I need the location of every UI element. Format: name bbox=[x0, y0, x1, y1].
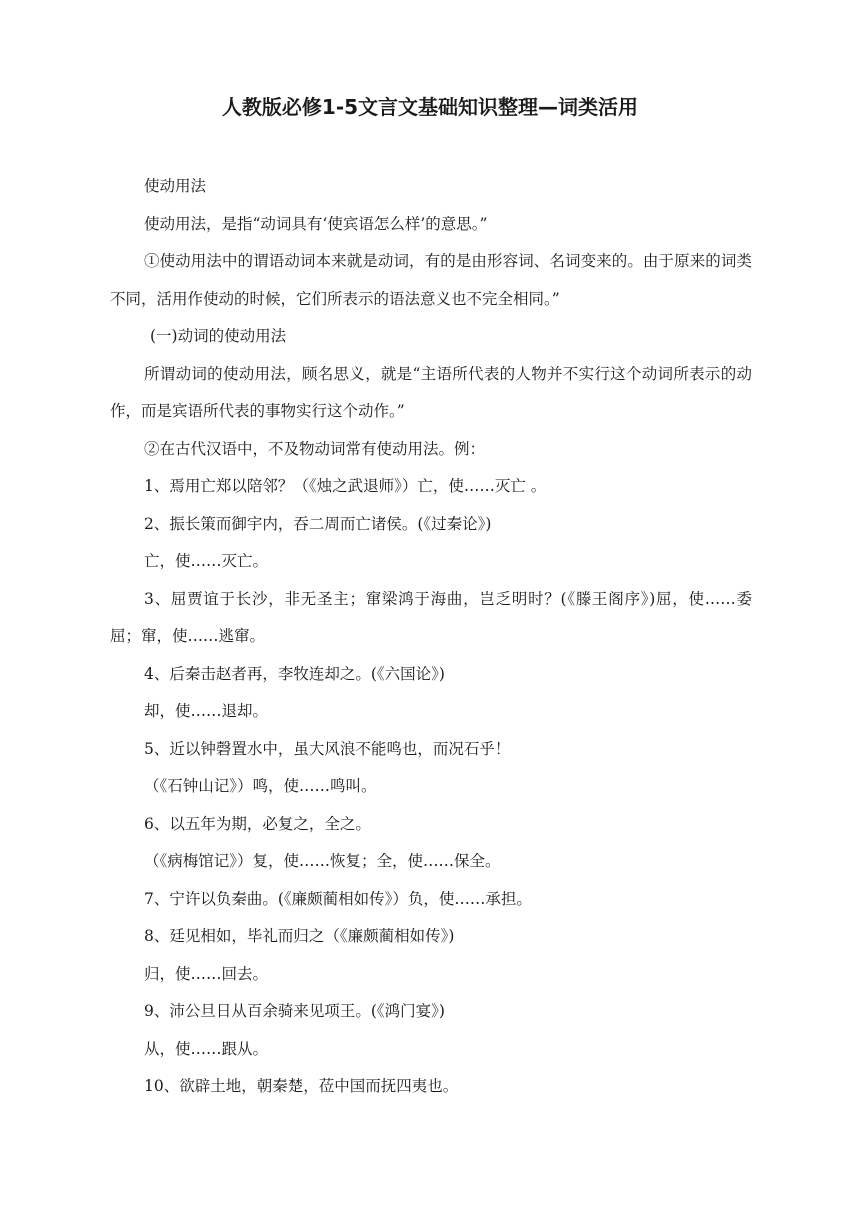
example-line: 8、廷见相如，毕礼而归之（《廉颇蔺相如传》) bbox=[144, 927, 455, 945]
example-line: 却，使……退却。 bbox=[144, 702, 269, 720]
section-heading: (一)动词的使动用法 bbox=[150, 327, 287, 345]
paragraph: 所谓动词的使动用法，顾名思义，就是“主语所代表的人物并不实行这个动词所表示的动作，而是宾语所代表的事物实行这个动作。” bbox=[110, 364, 752, 420]
example-line: 6、以五年为期，必复之，全之。 bbox=[144, 814, 371, 833]
example-line: （《石钟山记》）鸣，使……鸣叫。 bbox=[144, 777, 377, 795]
example-line: 亡，使……灭亡。 bbox=[144, 552, 269, 570]
example-line: 7、宁许以负秦曲。(《廉颇蔺相如传》）负，使……承担。 bbox=[144, 889, 532, 908]
document-title: 人教版必修1-5文言文基础知识整理—词类活用 bbox=[221, 95, 639, 119]
example-line: 3、屈贾谊于长沙，非无圣主；窜梁鸿于海曲，岂乏明时？(《滕王阁序》)屈，使……委屈；窜，使……逃窜。 bbox=[110, 589, 752, 645]
example-line: 4、后秦击赵者再，李牧连却之。(《六国论》) bbox=[144, 664, 445, 683]
paragraph: 使动用法 bbox=[144, 177, 207, 195]
example-line: 1、焉用亡郑以陪邻？（《烛之武退师》）亡，使……灭亡 。 bbox=[144, 477, 547, 495]
example-line: 归，使……回去。 bbox=[144, 964, 269, 983]
example-line: 从，使……跟从。 bbox=[144, 1039, 269, 1058]
paragraph: 使动用法，是指“动词具有‘使宾语怎么样’的意思。” bbox=[144, 214, 488, 233]
example-line: 9、沛公旦日从百余骑来见项王。(《鸿门宴》) bbox=[144, 1002, 445, 1020]
paragraph: ①使动用法中的谓语动词本来就是动词，有的是由形容词、名词变来的。由于原来的词类不同，活用作使动的时候，它们所表示的语法意义也不完全相同。” bbox=[110, 252, 752, 308]
example-line: 10、欲辟土地，朝秦楚，莅中国而抚四夷也。 bbox=[144, 1077, 459, 1095]
example-line: （《病梅馆记》）复，使……恢复；全，使……保全。 bbox=[144, 852, 501, 870]
example-line: 2、振长策而御宇内，吞二周而亡诸侯。(《过秦论》) bbox=[144, 514, 492, 533]
paragraph: ②在古代汉语中，不及物动词常有使动用法。例： bbox=[144, 439, 486, 458]
document-body bbox=[110, 168, 752, 1106]
example-line: 5、近以钟磬置水中，虽大风浪不能鸣也，而况石乎！ bbox=[144, 739, 511, 758]
